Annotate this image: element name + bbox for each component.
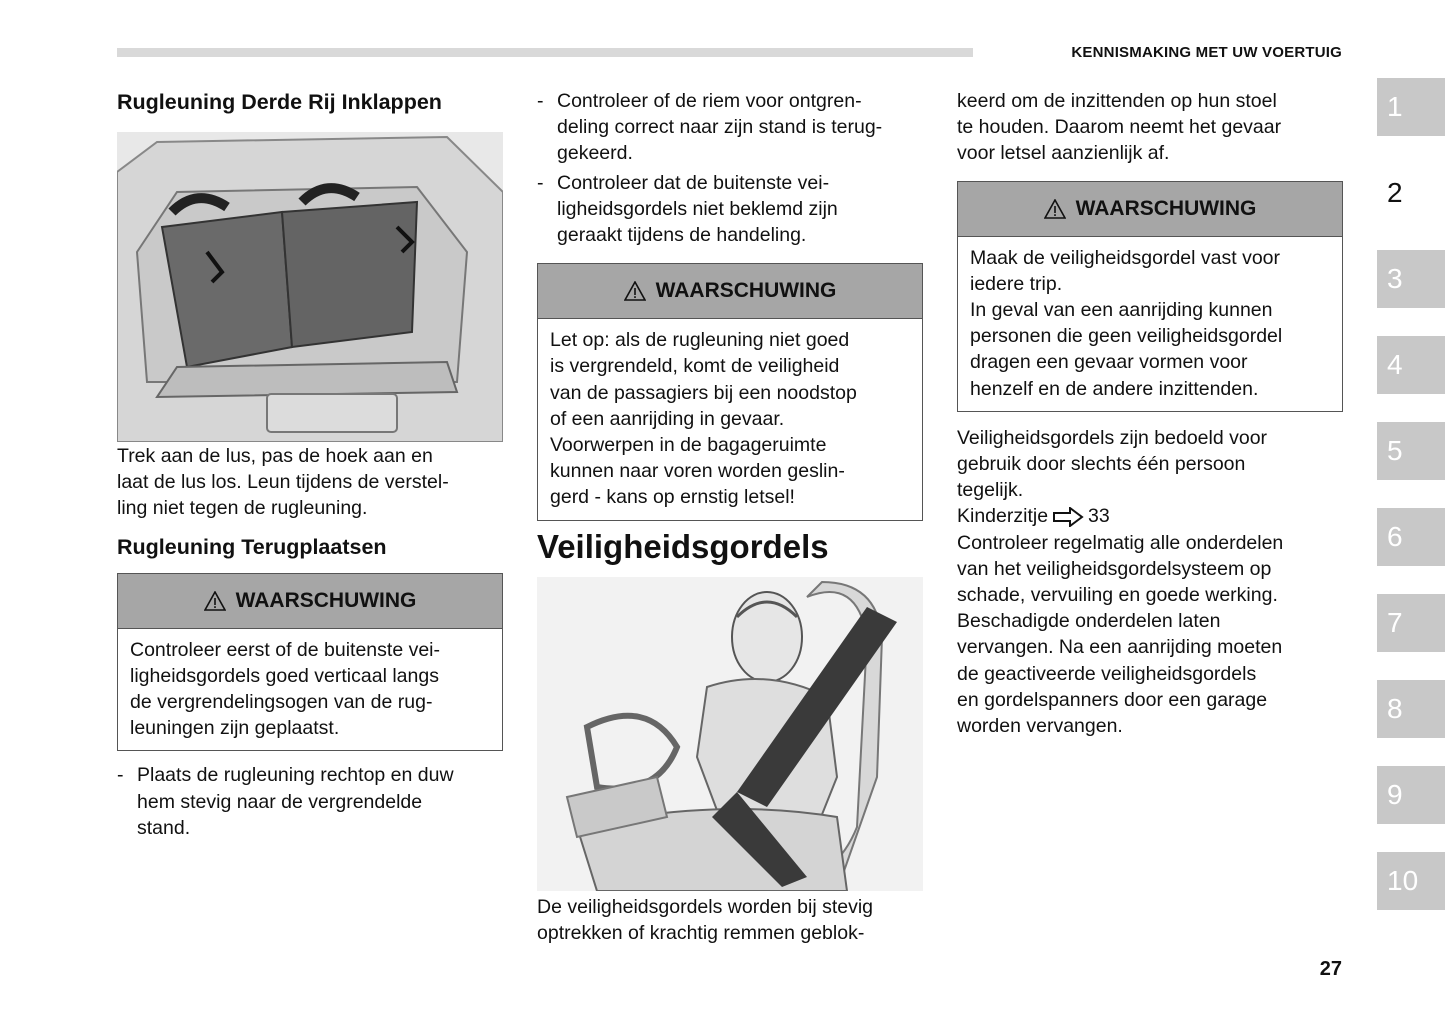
text-line: Controleer regelmatig alle onderdelen: [957, 531, 1284, 554]
text-line: keerd om de inzittenden op hun stoel: [957, 90, 1277, 112]
chapter-tab-5[interactable]: 5: [1377, 422, 1445, 480]
list-line: hem stevig naar de vergrendelde: [137, 790, 423, 813]
list-item: [117, 762, 503, 841]
warning-box: [957, 181, 1343, 412]
list-dash: -: [117, 764, 124, 787]
warning-triangle-icon: [204, 591, 226, 611]
warning-line: Let op: als de rugleuning niet goed: [550, 329, 850, 352]
paragraph: [957, 88, 1343, 167]
warning-line: van de passagiers bij een noodstop: [550, 381, 857, 404]
xref-label: Kinderzitje: [957, 505, 1049, 528]
list-line: Plaats de rugleuning rechtop en duw: [137, 764, 454, 787]
warning-line: Maak de veiligheidsgordel vast voor: [970, 246, 1281, 269]
warning-line: In geval van een aanrijding kunnen: [970, 299, 1273, 322]
list-line: Controleer of de riem voor ontgren-: [557, 90, 862, 112]
page-number: 27: [1319, 958, 1342, 980]
warning-header: [118, 574, 502, 629]
text-line: worden vervangen.: [957, 715, 1123, 738]
text-line: voor letsel aanzienlijk af.: [957, 142, 1170, 165]
warning-text: [118, 629, 502, 751]
list-item-text: [557, 88, 923, 167]
trunk-illustration: [117, 132, 503, 442]
warning-line: kunnen naar voren worden geslin-: [550, 460, 845, 483]
section-heading-return: Rugleuning Terugplaatsen: [117, 534, 387, 559]
warning-line: of een aanrijding in gevaar.: [550, 407, 785, 430]
text-line: gebruik door slechts één persoon: [957, 453, 1246, 476]
list-item-text: [137, 762, 503, 841]
xref-page-number: 33: [1088, 505, 1110, 528]
header-rule: [117, 48, 973, 57]
chapter-tab-4[interactable]: 4: [1377, 336, 1445, 394]
warning-line: henzelf en de andere inzittenden.: [970, 377, 1259, 400]
section-heading-fold: Rugleuning Derde Rij Inklappen: [117, 90, 442, 114]
chapter-tab-8[interactable]: 8: [1377, 680, 1445, 738]
warning-title: WAARSCHUWING: [655, 279, 837, 303]
warning-line: personen die geen veiligheidsgordel: [970, 325, 1283, 348]
figure-caption: [117, 443, 503, 522]
list-line: deling correct naar zijn stand is terug-: [557, 116, 883, 139]
paragraph: [957, 425, 1343, 739]
text-line: Veiligheidsgordels zijn bedoeld voor: [957, 426, 1268, 449]
text-line: Beschadigde onderdelen laten: [957, 610, 1221, 633]
chapter-tab-10[interactable]: 10: [1377, 852, 1445, 910]
text-line: tegelijk.: [957, 479, 1024, 502]
cross-reference[interactable]: [957, 503, 1110, 529]
warning-triangle-icon: [1044, 199, 1066, 219]
column-right: [957, 88, 1343, 739]
warning-text: [538, 319, 922, 519]
running-header: KENNISMAKING MET UW VOERTUIG: [1071, 44, 1342, 61]
warning-line: Controleer eerst of de buitenste vei-: [130, 638, 441, 661]
warning-box: [537, 263, 923, 520]
text-line: schade, vervuiling en goede werking.: [957, 584, 1278, 607]
warning-header: [958, 182, 1342, 237]
caption-line: ling niet tegen de rugleuning.: [117, 497, 368, 520]
warning-line: is vergrendeld, komt de veiligheid: [550, 355, 840, 378]
chapter-tab-1[interactable]: 1: [1377, 78, 1445, 136]
list-line: stand.: [137, 816, 191, 839]
text-line: van het veiligheidsgordelsysteem op: [957, 557, 1272, 580]
warning-title: WAARSCHUWING: [235, 588, 417, 612]
list-item: [537, 88, 923, 167]
arrow-right-icon: [1052, 507, 1084, 527]
warning-text: [958, 237, 1342, 411]
chapter-tab-7[interactable]: 7: [1377, 594, 1445, 652]
list-line: ligheidsgordels niet beklemd zijn: [557, 197, 838, 220]
chapter-tab-6[interactable]: 6: [1377, 508, 1445, 566]
warning-line: Voorwerpen in de bagageruimte: [550, 434, 827, 457]
column-middle: [537, 88, 923, 946]
warning-triangle-icon: [624, 281, 646, 301]
caption-line: De veiligheidsgordels worden bij stevig: [537, 895, 874, 918]
figure-caption: [537, 894, 923, 946]
warning-line: ligheidsgordels goed verticaal langs: [130, 664, 439, 687]
list-item-text: [557, 170, 923, 249]
list-item: [537, 170, 923, 249]
warning-title: WAARSCHUWING: [1075, 196, 1257, 220]
text-line: te houden. Daarom neemt het gevaar: [957, 116, 1282, 139]
chapter-tab-9[interactable]: 9: [1377, 766, 1445, 824]
chapter-tab-2[interactable]: 2: [1377, 164, 1445, 222]
chapter-tab-3[interactable]: 3: [1377, 250, 1445, 308]
list-dash: -: [537, 90, 544, 112]
section-title: Veiligheidsgordels: [537, 527, 829, 565]
warning-header: [538, 264, 922, 319]
caption-line: laat de lus los. Leun tijdens de verstel-: [117, 471, 449, 494]
text-line: en gordelspanners door een garage: [957, 688, 1268, 711]
list-line: geraakt tijdens de handeling.: [557, 224, 807, 247]
caption-line: optrekken of krachtig remmen geblok-: [537, 921, 865, 944]
driver-seatbelt-figure: [537, 577, 923, 891]
warning-line: dragen een gevaar vormen voor: [970, 351, 1248, 374]
list-dash: -: [537, 171, 544, 194]
trunk-seat-figure: [117, 132, 503, 442]
warning-box: [117, 573, 503, 752]
text-line: vervangen. Na een aanrijding moeten: [957, 636, 1283, 659]
list-line: gekeerd.: [557, 142, 633, 165]
warning-line: de vergrendelingsogen van de rug-: [130, 691, 433, 714]
list-line: Controleer dat de buitenste vei-: [557, 171, 830, 194]
column-left: [117, 88, 503, 841]
warning-line: gerd - kans op ernstig letsel!: [550, 486, 795, 509]
seatbelt-illustration: [537, 577, 923, 891]
text-line: de geactiveerde veiligheidsgordels: [957, 662, 1257, 685]
caption-line: Trek aan de lus, pas de hoek aan en: [117, 445, 433, 467]
warning-line: leuningen zijn geplaatst.: [130, 717, 340, 740]
warning-line: iedere trip.: [970, 272, 1063, 295]
